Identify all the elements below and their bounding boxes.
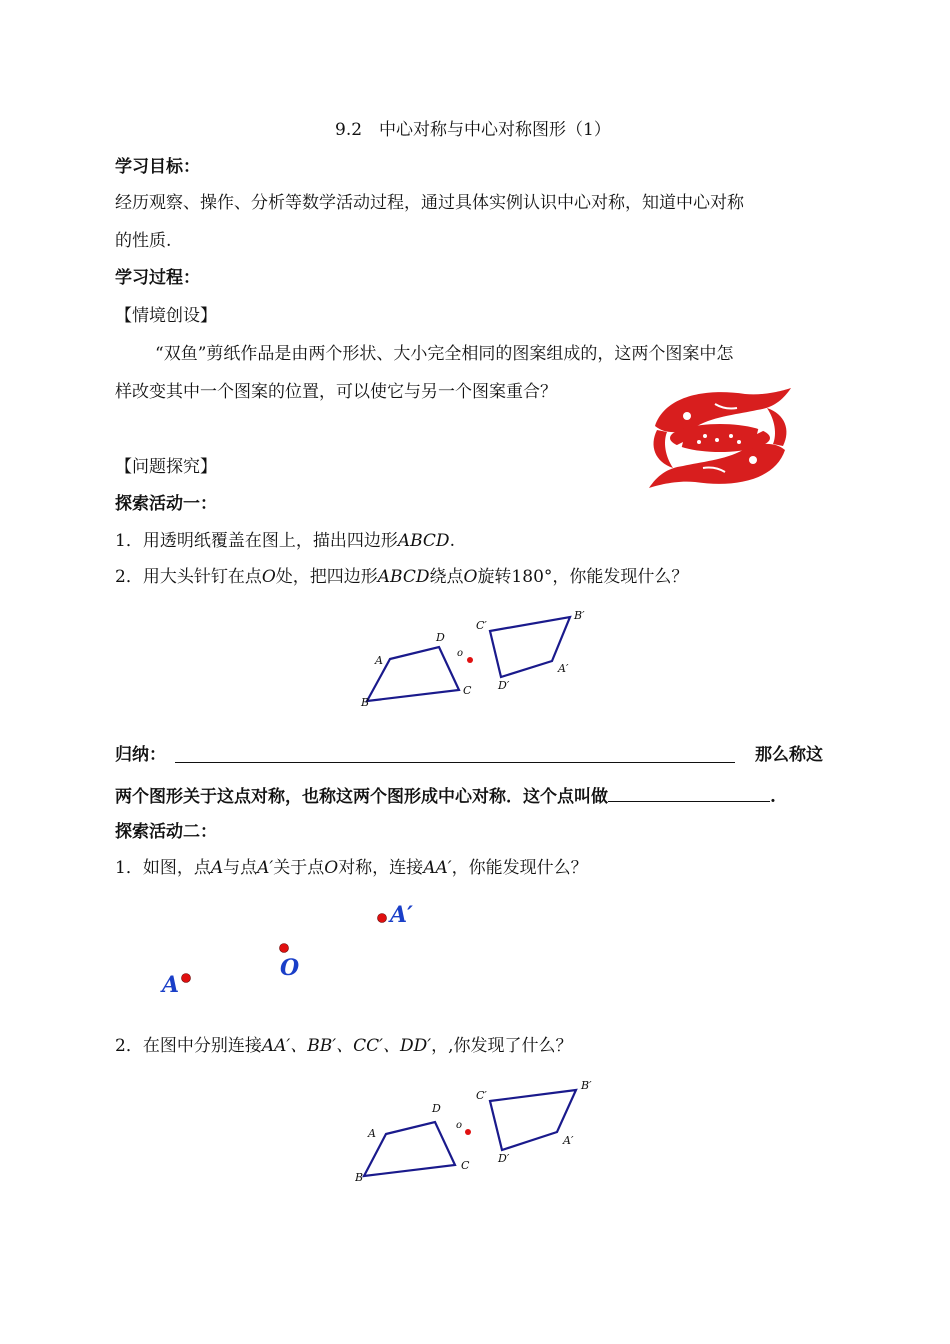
label-O-2: o xyxy=(456,1120,463,1131)
quadrilateral-figure-1 xyxy=(355,605,595,715)
point-A xyxy=(182,974,191,983)
objectives-text-line1: 经历观察、操作、分析等数学活动过程，通过具体实例认识中心对称，知道中心对称 xyxy=(115,193,744,213)
label-C-2: C xyxy=(461,1159,470,1172)
objectives-heading: 学习目标： xyxy=(115,157,200,177)
point-label-A: A xyxy=(162,972,180,998)
activity2-item2-b: ，,你发现了什么？ xyxy=(431,1036,573,1056)
label-C-prime: C′ xyxy=(476,619,487,632)
label-B-prime: B′ xyxy=(574,609,585,622)
page-title: 9.2 中心对称与中心对称图形（1） xyxy=(335,120,611,140)
label-B: B xyxy=(361,696,370,709)
activity2-item1-d: 对称，连接 xyxy=(338,858,424,878)
activity2-item1 xyxy=(115,856,588,880)
activity1-item2 xyxy=(115,565,688,589)
summary-line2 xyxy=(115,783,776,809)
activity1-item2-o: O xyxy=(261,567,276,587)
activity1-item1 xyxy=(115,529,455,553)
activity2-heading: 探索活动二： xyxy=(115,822,217,842)
summary-tail: 那么称这 xyxy=(755,745,823,765)
activity1-item1-prefix: 1．用透明纸覆盖在图上，描出四边形 xyxy=(115,531,398,551)
objectives-text-line2: 的性质. xyxy=(115,231,172,251)
center-point-o-2 xyxy=(465,1129,471,1135)
label-A-prime: A′ xyxy=(558,662,569,675)
label-D-prime-2: D′ xyxy=(498,1152,510,1165)
activity1-item2-abcd: ABCD xyxy=(377,567,430,587)
label-B-2: B xyxy=(355,1171,364,1184)
activity2-item1-b: 与点 xyxy=(223,858,258,878)
activity2-item1-c: 关于点 xyxy=(273,858,325,878)
activity2-item1-A2: A′ xyxy=(257,858,274,878)
activity1-heading: 探索活动一： xyxy=(115,494,217,514)
activity2-item1-e: ，你能发现什么？ xyxy=(451,858,588,878)
label-D-2: D xyxy=(432,1102,441,1115)
quadrilateral-figure-2 xyxy=(355,1080,595,1190)
label-C: C xyxy=(463,684,472,697)
center-point-o xyxy=(467,657,473,663)
scenario-text-line2: 样改变其中一个图案的位置，可以使它与另一个图案重合？ xyxy=(115,382,557,402)
activity1-item1-suffix: . xyxy=(449,531,455,551)
points-figure xyxy=(150,895,440,1000)
label-O: o xyxy=(457,648,464,659)
scenario-text-line1: “双鱼”剪纸作品是由两个形状、大小完全相同的图案组成的，这两个图案中怎 xyxy=(155,344,734,364)
point-label-A-prime: A′ xyxy=(390,902,413,928)
label-A-prime-2: A′ xyxy=(563,1134,574,1147)
explore-heading: 【问题探究】 xyxy=(115,457,217,477)
summary-blank-1[interactable] xyxy=(175,744,735,763)
activity1-item2-o2: O xyxy=(463,567,478,587)
activity1-item1-var: ABCD xyxy=(397,531,450,551)
point-O xyxy=(280,944,289,953)
label-C-prime-2: C′ xyxy=(476,1089,487,1102)
summary-line2-end: . xyxy=(770,787,776,807)
label-B-prime-2: B′ xyxy=(581,1080,592,1092)
activity2-item2-a: 2．在图中分别连接 xyxy=(115,1036,262,1056)
activity1-item2-b: 处，把四边形 xyxy=(275,567,378,587)
activity2-item2-segs: AA′、BB′、CC′、DD′ xyxy=(261,1036,432,1056)
scenario-heading: 【情境创设】 xyxy=(115,306,217,326)
label-D: D xyxy=(436,631,445,644)
activity1-item2-d: 旋转180°，你能发现什么？ xyxy=(477,567,689,587)
activity2-item1-O: O xyxy=(324,858,339,878)
label-A-2: A xyxy=(368,1127,376,1140)
process-heading: 学习过程： xyxy=(115,268,200,288)
activity2-item1-A: A xyxy=(210,858,224,878)
summary-label: 归纳： xyxy=(115,745,166,765)
double-fish-papercut-image xyxy=(645,386,795,490)
summary-blank-2[interactable] xyxy=(608,783,770,802)
summary-line2-text: 两个图形关于这点对称，也称这两个图形成中心对称．这个点叫做 xyxy=(115,787,608,807)
label-D-prime: D′ xyxy=(498,679,510,692)
label-A: A xyxy=(375,654,383,667)
activity1-item2-a: 2．用大头针钉在点 xyxy=(115,567,262,587)
point-A-prime xyxy=(378,914,387,923)
summary-line1 xyxy=(115,743,166,767)
activity2-item2 xyxy=(115,1034,573,1058)
quadrilateral-abcd-2 xyxy=(364,1122,455,1176)
point-label-O: O xyxy=(280,955,300,981)
activity2-item1-AA: AA′ xyxy=(423,858,452,878)
activity2-item1-a: 1．如图，点 xyxy=(115,858,211,878)
activity1-item2-c: 绕点 xyxy=(429,567,464,587)
